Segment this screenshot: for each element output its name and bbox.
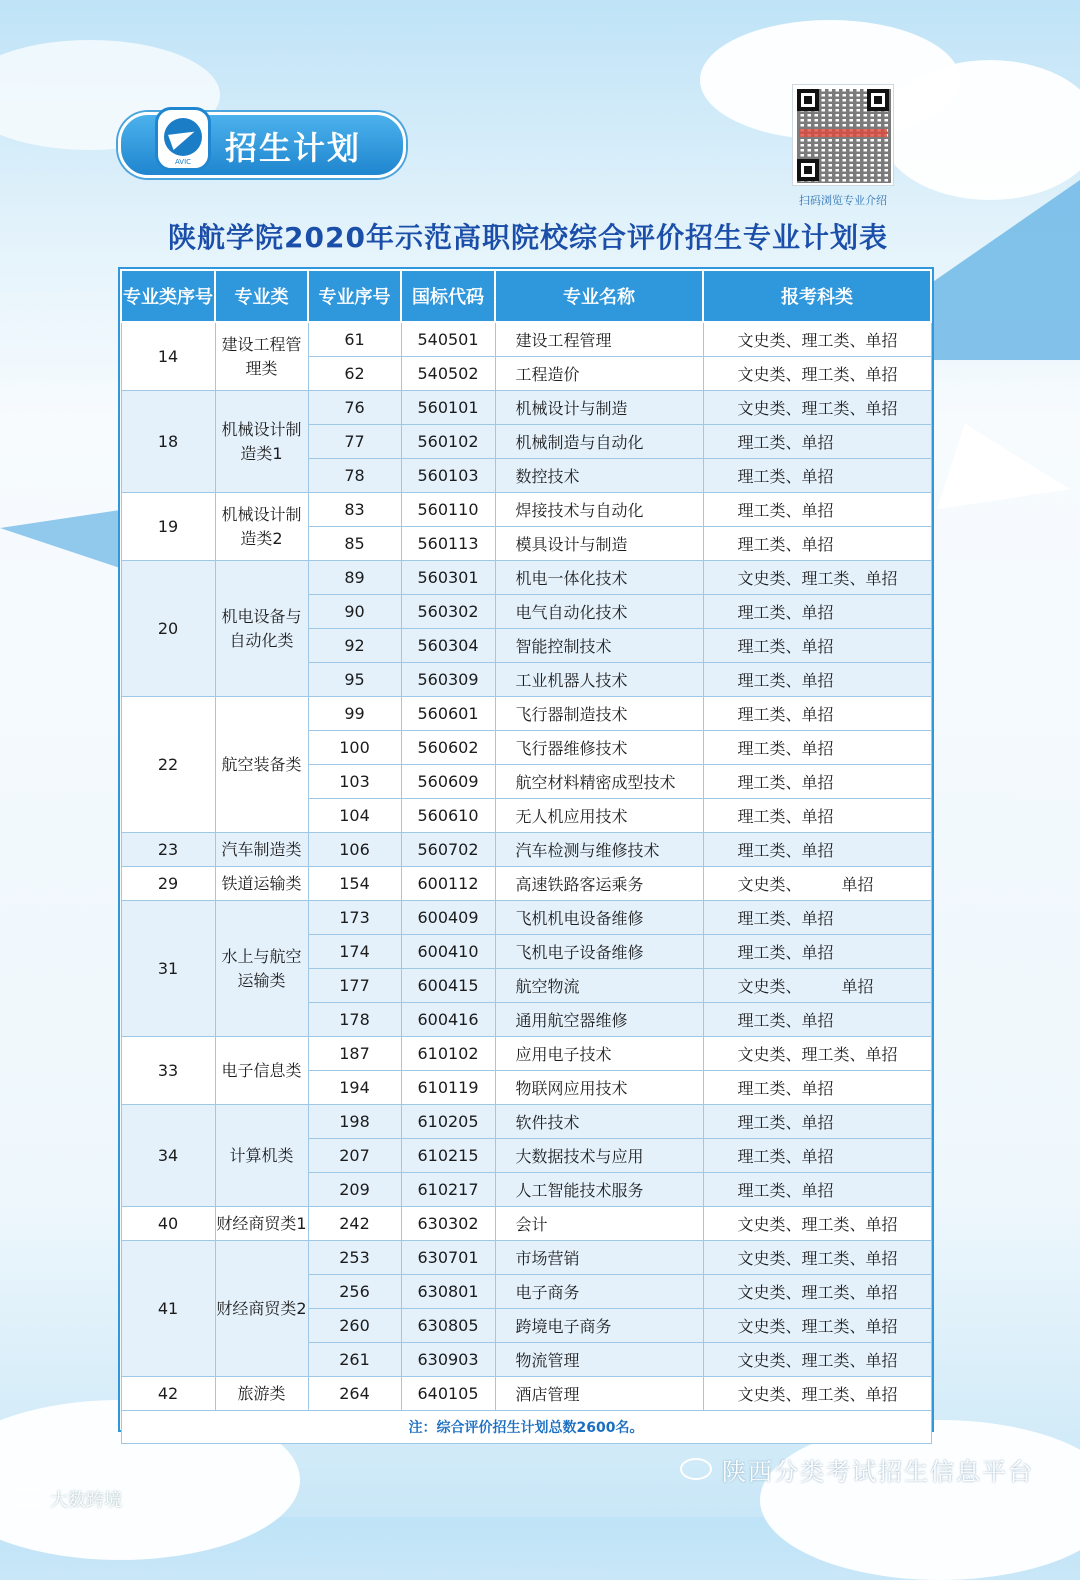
major-name-cell: 智能控制技术 bbox=[495, 629, 703, 663]
major-seq-cell: 62 bbox=[308, 357, 401, 391]
major-name-cell: 机械设计与制造 bbox=[495, 391, 703, 425]
national-code-cell: 600416 bbox=[401, 1003, 495, 1037]
subject-type-cell: 理工类、单招 bbox=[703, 731, 931, 765]
section-badge bbox=[118, 112, 406, 178]
table-row bbox=[121, 697, 931, 731]
table-note: 注：综合评价招生计划总数2600名。 bbox=[121, 1411, 931, 1444]
national-code-cell: 560609 bbox=[401, 765, 495, 799]
national-code-cell: 630903 bbox=[401, 1343, 495, 1377]
major-seq-cell: 187 bbox=[308, 1037, 401, 1071]
national-code-cell: 560101 bbox=[401, 391, 495, 425]
major-name-cell: 大数据技术与应用 bbox=[495, 1139, 703, 1173]
subject-type-cell: 文史类、理工类、单招 bbox=[703, 1207, 931, 1241]
major-name-cell: 飞机机电设备维修 bbox=[495, 901, 703, 935]
subject-type-cell: 文史类、理工类、单招 bbox=[703, 1241, 931, 1275]
major-seq-cell: 256 bbox=[308, 1275, 401, 1309]
national-code-cell: 630801 bbox=[401, 1275, 495, 1309]
national-code-cell: 560309 bbox=[401, 663, 495, 697]
major-name-cell: 人工智能技术服务 bbox=[495, 1173, 703, 1207]
major-seq-cell: 78 bbox=[308, 459, 401, 493]
badge-label: 招生计划 bbox=[225, 129, 362, 167]
major-name-cell: 会计 bbox=[495, 1207, 703, 1241]
table-row bbox=[121, 493, 931, 527]
major-seq-cell: 178 bbox=[308, 1003, 401, 1037]
subject-type-cell: 理工类、单招 bbox=[703, 697, 931, 731]
national-code-cell: 560304 bbox=[401, 629, 495, 663]
national-code-cell: 560102 bbox=[401, 425, 495, 459]
major-seq-cell: 92 bbox=[308, 629, 401, 663]
header-category-seq: 专业类序号 bbox=[121, 270, 215, 322]
subject-type-cell: 理工类、单招 bbox=[703, 629, 931, 663]
category-cell: 财经商贸类1 bbox=[215, 1207, 308, 1241]
table-row bbox=[121, 322, 931, 357]
major-seq-cell: 90 bbox=[308, 595, 401, 629]
table-row bbox=[121, 833, 931, 867]
national-code-cell: 560113 bbox=[401, 527, 495, 561]
paper-plane-icon bbox=[937, 424, 1079, 547]
major-name-cell: 飞机电子设备维修 bbox=[495, 935, 703, 969]
subject-type-cell: 文史类、理工类、单招 bbox=[703, 1275, 931, 1309]
subject-type-cell: 理工类、单招 bbox=[703, 595, 931, 629]
major-seq-cell: 76 bbox=[308, 391, 401, 425]
major-seq-cell: 264 bbox=[308, 1377, 401, 1411]
major-seq-cell: 260 bbox=[308, 1309, 401, 1343]
major-seq-cell: 253 bbox=[308, 1241, 401, 1275]
major-name-cell: 模具设计与制造 bbox=[495, 527, 703, 561]
logo-text: AVIC bbox=[174, 158, 192, 166]
national-code-cell: 600112 bbox=[401, 867, 495, 901]
category-seq-cell: 19 bbox=[121, 493, 215, 561]
category-cell: 机械设计制造类2 bbox=[215, 493, 308, 561]
watermark-text: 大数跨境 bbox=[50, 1490, 122, 1511]
category-cell: 机电设备与自动化类 bbox=[215, 561, 308, 697]
major-name-cell: 工业机器人技术 bbox=[495, 663, 703, 697]
category-cell: 财经商贸类2 bbox=[215, 1241, 308, 1377]
subject-type-cell: 文史类、理工类、单招 bbox=[703, 391, 931, 425]
category-cell: 旅游类 bbox=[215, 1377, 308, 1411]
subject-type-cell: 文史类、理工类、单招 bbox=[703, 1343, 931, 1377]
category-cell: 水上与航空运输类 bbox=[215, 901, 308, 1037]
major-name-cell: 无人机应用技术 bbox=[495, 799, 703, 833]
subject-type-cell: 文史类、理工类、单招 bbox=[703, 1309, 931, 1343]
national-code-cell: 540501 bbox=[401, 322, 495, 357]
category-seq-cell: 31 bbox=[121, 901, 215, 1037]
subject-type-cell: 理工类、单招 bbox=[703, 765, 931, 799]
subject-type-cell: 文史类、理工类、单招 bbox=[703, 322, 931, 357]
category-cell: 铁道运输类 bbox=[215, 867, 308, 901]
watermark-logo-icon bbox=[12, 1488, 46, 1506]
major-name-cell: 飞行器制造技术 bbox=[495, 697, 703, 731]
major-name-cell: 建设工程管理 bbox=[495, 322, 703, 357]
table-header-row bbox=[121, 270, 931, 322]
major-seq-cell: 242 bbox=[308, 1207, 401, 1241]
wechat-icon bbox=[680, 1458, 712, 1480]
qr-caption: 扫码浏览专业介绍 bbox=[799, 194, 887, 207]
major-name-cell: 高速铁路客运乘务 bbox=[495, 867, 703, 901]
national-code-cell: 610102 bbox=[401, 1037, 495, 1071]
major-seq-cell: 209 bbox=[308, 1173, 401, 1207]
header-subject-type: 报考科类 bbox=[703, 270, 931, 322]
table-row bbox=[121, 561, 931, 595]
major-name-cell: 跨境电子商务 bbox=[495, 1309, 703, 1343]
enrollment-plan-table bbox=[118, 267, 934, 1436]
cloud bbox=[880, 60, 1080, 200]
subject-type-cell: 文史类、理工类、单招 bbox=[703, 357, 931, 391]
category-seq-cell: 20 bbox=[121, 561, 215, 697]
header-major-seq: 专业序号 bbox=[308, 270, 401, 322]
national-code-cell: 560103 bbox=[401, 459, 495, 493]
major-seq-cell: 261 bbox=[308, 1343, 401, 1377]
subject-type-cell: 理工类、单招 bbox=[703, 1003, 931, 1037]
major-name-cell: 物流管理 bbox=[495, 1343, 703, 1377]
subject-type-cell: 理工类、单招 bbox=[703, 459, 931, 493]
subject-type-cell: 文史类、 单招 bbox=[703, 867, 931, 901]
subject-type-cell: 理工类、单招 bbox=[703, 833, 931, 867]
national-code-cell: 540502 bbox=[401, 357, 495, 391]
national-code-cell: 560601 bbox=[401, 697, 495, 731]
national-code-cell: 560602 bbox=[401, 731, 495, 765]
major-name-cell: 软件技术 bbox=[495, 1105, 703, 1139]
major-seq-cell: 83 bbox=[308, 493, 401, 527]
major-seq-cell: 174 bbox=[308, 935, 401, 969]
major-seq-cell: 103 bbox=[308, 765, 401, 799]
subject-type-cell: 理工类、单招 bbox=[703, 1105, 931, 1139]
ribbon-decoration bbox=[0, 510, 120, 568]
subject-type-cell: 理工类、单招 bbox=[703, 1071, 931, 1105]
major-seq-cell: 106 bbox=[308, 833, 401, 867]
major-name-cell: 航空物流 bbox=[495, 969, 703, 1003]
subject-type-cell: 文史类、理工类、单招 bbox=[703, 561, 931, 595]
header-national-code: 国标代码 bbox=[401, 270, 495, 322]
national-code-cell: 640105 bbox=[401, 1377, 495, 1411]
category-seq-cell: 42 bbox=[121, 1377, 215, 1411]
major-name-cell: 机械制造与自动化 bbox=[495, 425, 703, 459]
category-seq-cell: 41 bbox=[121, 1241, 215, 1377]
school-logo-icon bbox=[155, 107, 211, 171]
table-row bbox=[121, 1241, 931, 1275]
page-title: 陕航学院2020年示范高职院校综合评价招生专业计划表 bbox=[168, 221, 888, 254]
major-seq-cell: 77 bbox=[308, 425, 401, 459]
subject-type-cell: 理工类、单招 bbox=[703, 1139, 931, 1173]
qr-code[interactable] bbox=[792, 84, 894, 186]
national-code-cell: 560110 bbox=[401, 493, 495, 527]
national-code-cell: 600409 bbox=[401, 901, 495, 935]
category-seq-cell: 33 bbox=[121, 1037, 215, 1105]
cloud bbox=[760, 1420, 1080, 1580]
national-code-cell: 600415 bbox=[401, 969, 495, 1003]
major-name-cell: 数控技术 bbox=[495, 459, 703, 493]
major-name-cell: 电气自动化技术 bbox=[495, 595, 703, 629]
category-cell: 建设工程管理类 bbox=[215, 322, 308, 391]
subject-type-cell: 理工类、单招 bbox=[703, 527, 931, 561]
major-name-cell: 机电一体化技术 bbox=[495, 561, 703, 595]
national-code-cell: 630302 bbox=[401, 1207, 495, 1241]
table-row bbox=[121, 1377, 931, 1411]
major-name-cell: 通用航空器维修 bbox=[495, 1003, 703, 1037]
major-seq-cell: 100 bbox=[308, 731, 401, 765]
national-code-cell: 630701 bbox=[401, 1241, 495, 1275]
header-category: 专业类 bbox=[215, 270, 308, 322]
major-seq-cell: 198 bbox=[308, 1105, 401, 1139]
category-cell: 汽车制造类 bbox=[215, 833, 308, 867]
header-major-name: 专业名称 bbox=[495, 270, 703, 322]
national-code-cell: 610217 bbox=[401, 1173, 495, 1207]
major-name-cell: 应用电子技术 bbox=[495, 1037, 703, 1071]
category-cell: 航空装备类 bbox=[215, 697, 308, 833]
major-seq-cell: 177 bbox=[308, 969, 401, 1003]
major-seq-cell: 61 bbox=[308, 322, 401, 357]
national-code-cell: 560302 bbox=[401, 595, 495, 629]
major-name-cell: 汽车检测与维修技术 bbox=[495, 833, 703, 867]
subject-type-cell: 理工类、单招 bbox=[703, 663, 931, 697]
major-seq-cell: 194 bbox=[308, 1071, 401, 1105]
major-name-cell: 物联网应用技术 bbox=[495, 1071, 703, 1105]
subject-type-cell: 文史类、理工类、单招 bbox=[703, 1377, 931, 1411]
major-seq-cell: 89 bbox=[308, 561, 401, 595]
subject-type-cell: 理工类、单招 bbox=[703, 493, 931, 527]
table-row bbox=[121, 1105, 931, 1139]
table-row bbox=[121, 1037, 931, 1071]
subject-type-cell: 理工类、单招 bbox=[703, 425, 931, 459]
national-code-cell: 560702 bbox=[401, 833, 495, 867]
major-name-cell: 酒店管理 bbox=[495, 1377, 703, 1411]
table-row bbox=[121, 901, 931, 935]
table-row bbox=[121, 391, 931, 425]
major-name-cell: 工程造价 bbox=[495, 357, 703, 391]
category-seq-cell: 22 bbox=[121, 697, 215, 833]
national-code-cell: 560610 bbox=[401, 799, 495, 833]
category-cell: 机械设计制造类1 bbox=[215, 391, 308, 493]
category-seq-cell: 34 bbox=[121, 1105, 215, 1207]
major-name-cell: 飞行器维修技术 bbox=[495, 731, 703, 765]
major-seq-cell: 85 bbox=[308, 527, 401, 561]
major-name-cell: 市场营销 bbox=[495, 1241, 703, 1275]
major-name-cell: 焊接技术与自动化 bbox=[495, 493, 703, 527]
national-code-cell: 600410 bbox=[401, 935, 495, 969]
major-seq-cell: 99 bbox=[308, 697, 401, 731]
category-seq-cell: 14 bbox=[121, 322, 215, 391]
category-seq-cell: 40 bbox=[121, 1207, 215, 1241]
major-name-cell: 航空材料精密成型技术 bbox=[495, 765, 703, 799]
subject-type-cell: 理工类、单招 bbox=[703, 935, 931, 969]
category-seq-cell: 18 bbox=[121, 391, 215, 493]
category-cell: 计算机类 bbox=[215, 1105, 308, 1207]
national-code-cell: 610119 bbox=[401, 1071, 495, 1105]
category-seq-cell: 29 bbox=[121, 867, 215, 901]
major-seq-cell: 173 bbox=[308, 901, 401, 935]
category-cell: 电子信息类 bbox=[215, 1037, 308, 1105]
national-code-cell: 560301 bbox=[401, 561, 495, 595]
category-seq-cell: 23 bbox=[121, 833, 215, 867]
major-seq-cell: 154 bbox=[308, 867, 401, 901]
major-name-cell: 电子商务 bbox=[495, 1275, 703, 1309]
table-row bbox=[121, 1207, 931, 1241]
national-code-cell: 610215 bbox=[401, 1139, 495, 1173]
major-seq-cell: 95 bbox=[308, 663, 401, 697]
wechat-account-name: 陕西分类考试招生信息平台 bbox=[722, 1458, 1034, 1486]
national-code-cell: 630805 bbox=[401, 1309, 495, 1343]
national-code-cell: 610205 bbox=[401, 1105, 495, 1139]
subject-type-cell: 文史类、理工类、单招 bbox=[703, 1037, 931, 1071]
major-seq-cell: 207 bbox=[308, 1139, 401, 1173]
table-note-row bbox=[121, 1411, 931, 1444]
major-seq-cell: 104 bbox=[308, 799, 401, 833]
subject-type-cell: 理工类、单招 bbox=[703, 799, 931, 833]
table-row bbox=[121, 867, 931, 901]
subject-type-cell: 理工类、单招 bbox=[703, 1173, 931, 1207]
subject-type-cell: 文史类、 单招 bbox=[703, 969, 931, 1003]
subject-type-cell: 理工类、单招 bbox=[703, 901, 931, 935]
